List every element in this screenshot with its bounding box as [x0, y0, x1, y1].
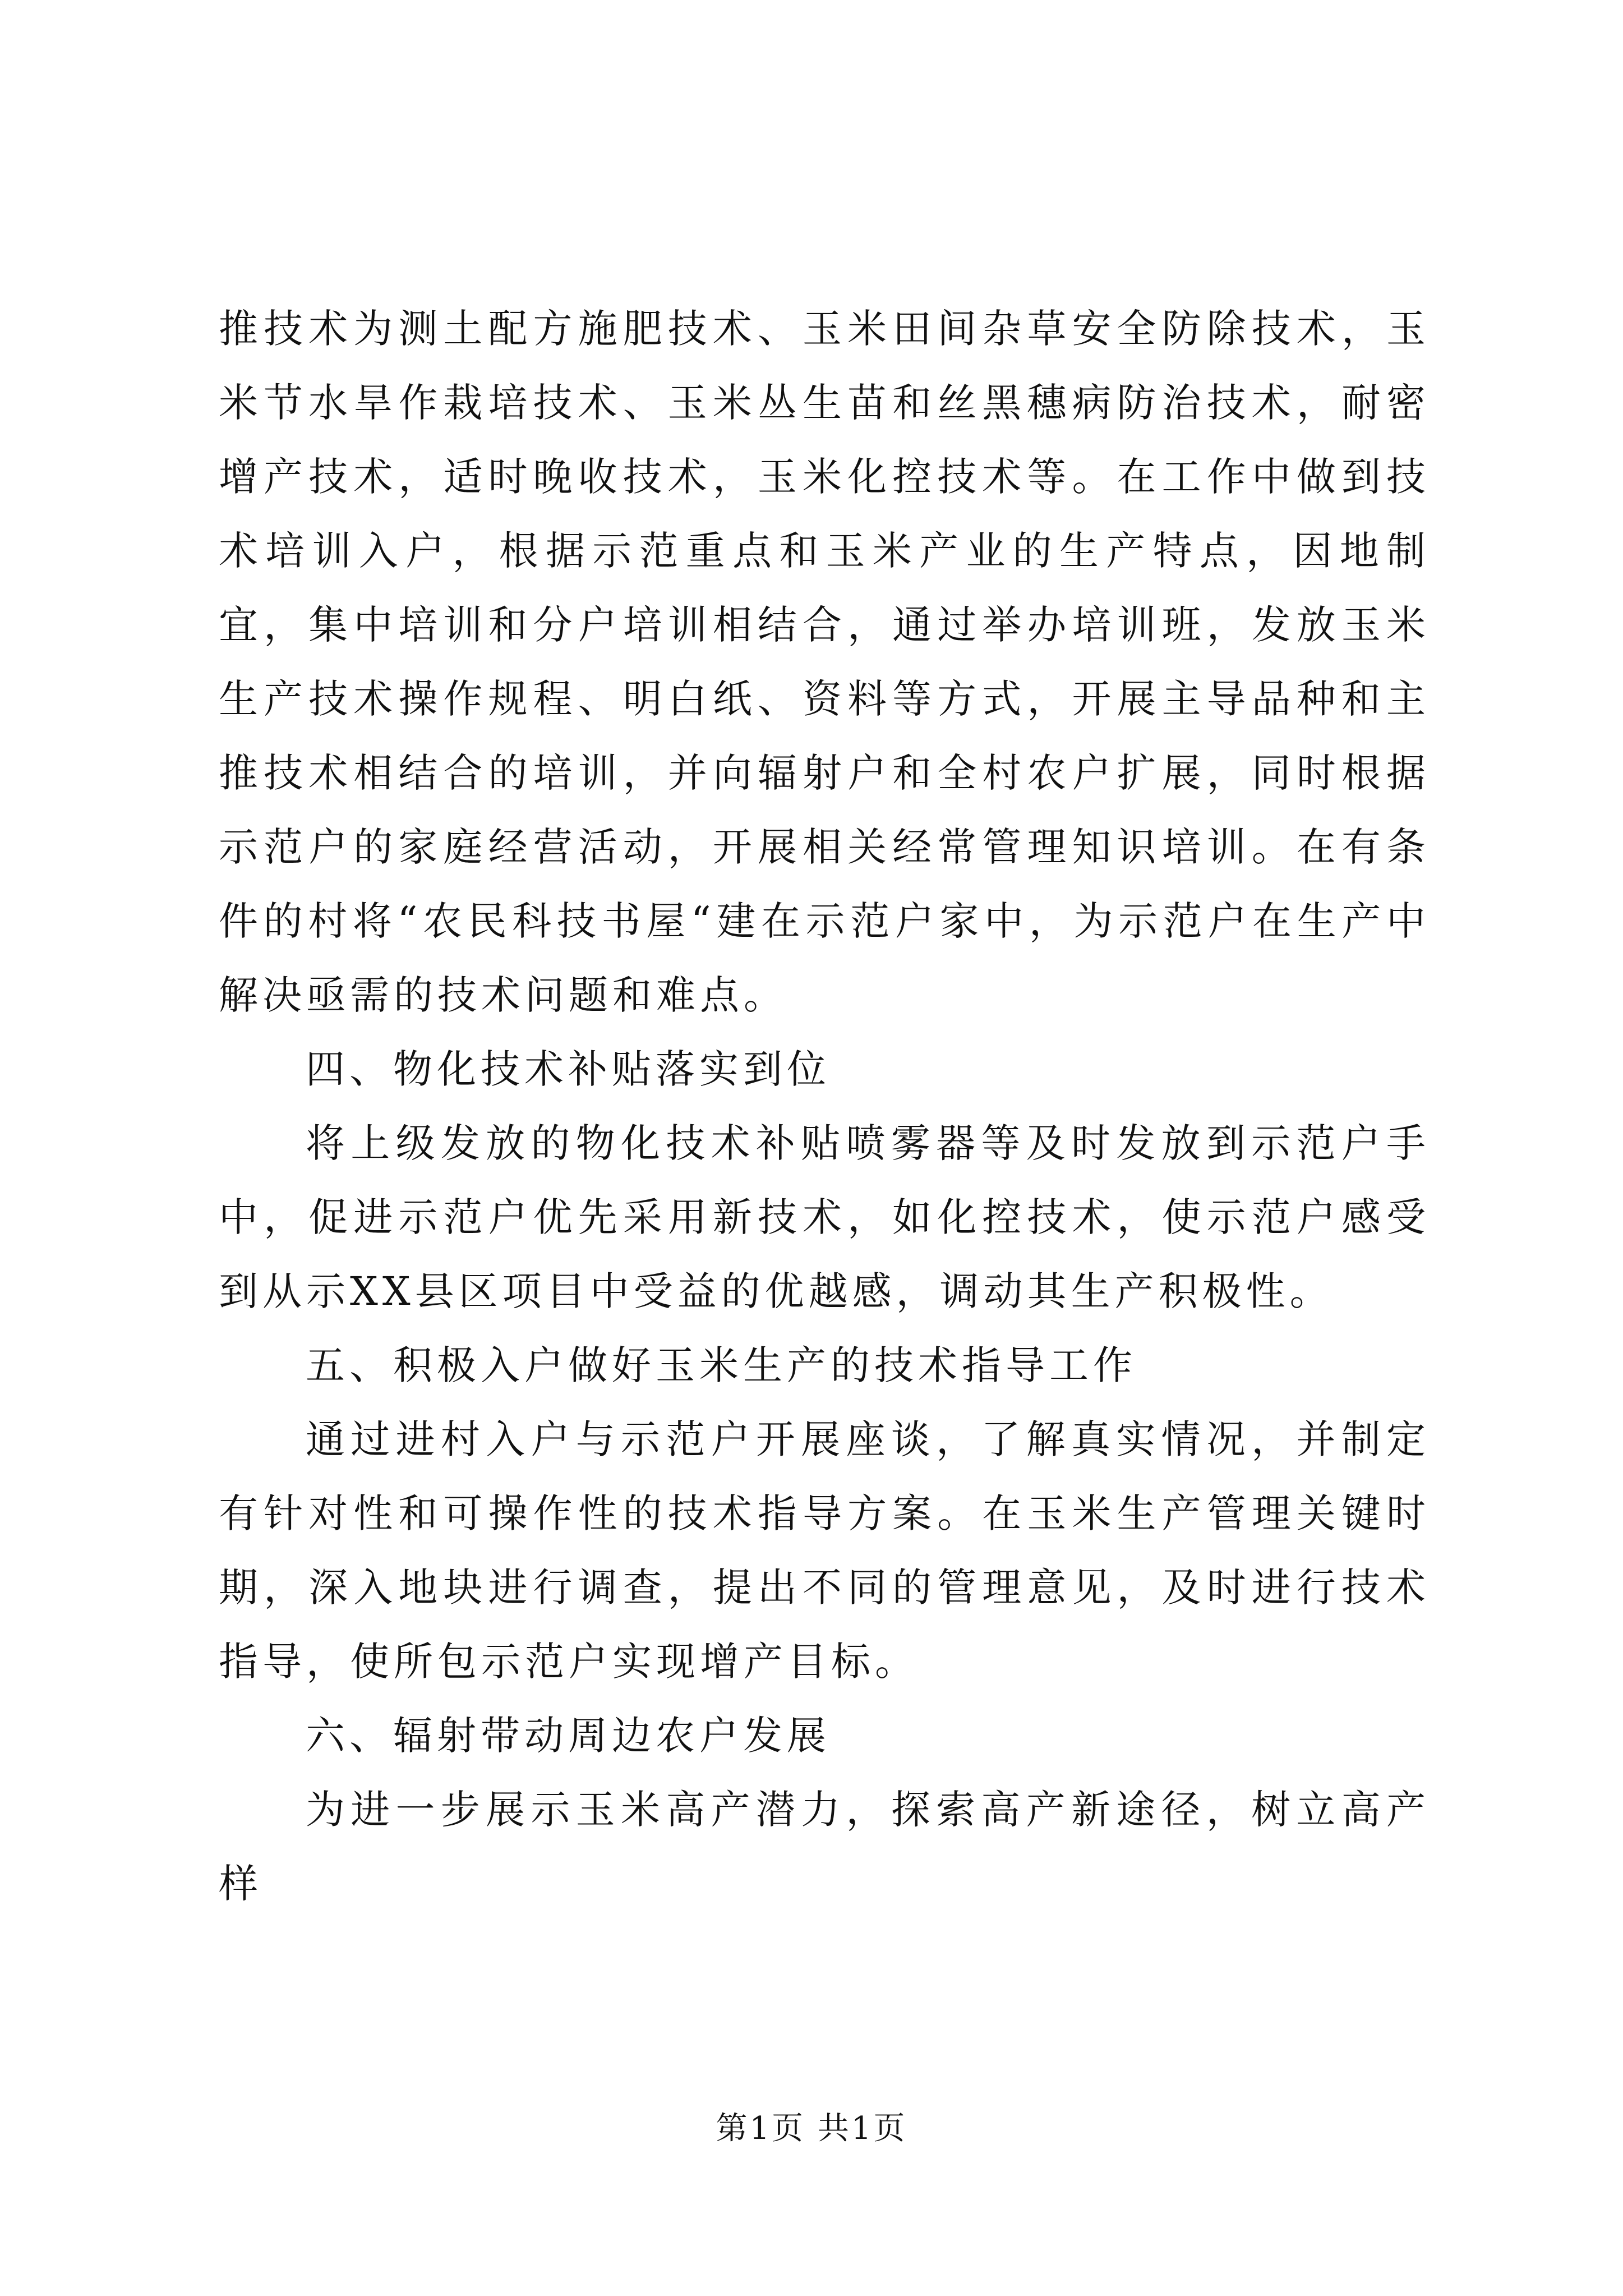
section-heading-6: 六、辐射带动周边农户发展: [306, 1713, 831, 1759]
paragraph-section-4: 将上级发放的物化技术补贴喷雾器等及时发放到示范户手中，促进示范户优先采用新技术，如化控技术，使示范户感受到从示XX县区项目中受益的优越感，调动其生产积极性。: [219, 1120, 1430, 1314]
page-footer: [0, 2104, 1623, 2148]
paragraph-section-5: 通过进村入户与示范户开展座谈，了解真实情况，并制定有针对性和可操作性的技术指导方案。在玉米生产管理关键时期，深入地块进行调查，提出不同的管理意见，及时进行技术指导，使所包示范户实现增产目标。: [219, 1416, 1430, 1685]
paragraph-continuation: 推技术为测土配方施肥技术、玉米田间杂草安全防除技术，玉米节水旱作栽培技术、玉米丛生苗和丝黑穗病防治技术，耐密增产技术，适时晚收技术，玉米化控技术等。在工作中做到技术培训入户，根据示范重点和玉米产业的生产特点，因地制宜，集中培训和分户培训相结合，通过举办培训班，发放玉米生产技术操作规程、明白纸、资料等方式，开展主导品种和主推技术相结合的培训，并向辐射户和全村农户扩展，同时根据示范户的家庭经营活动，开展相关经常管理知识培训。在有条件的村将“农民科技书屋“建在示范户家中，为示范户在生产中解决亟需的技术问题和难点。: [219, 306, 1430, 1018]
section-heading-4: 四、物化技术补贴落实到位: [306, 1046, 831, 1092]
paragraph-section-6: 为进一步展示玉米高产潜力，探索高产新途径，树立高产样: [219, 1787, 1430, 1907]
document-body: [219, 292, 1430, 1921]
section-heading-5: 五、积极入户做好玉米生产的技术指导工作: [306, 1342, 1137, 1388]
page-number: 第1页 共1页: [716, 2110, 907, 2147]
